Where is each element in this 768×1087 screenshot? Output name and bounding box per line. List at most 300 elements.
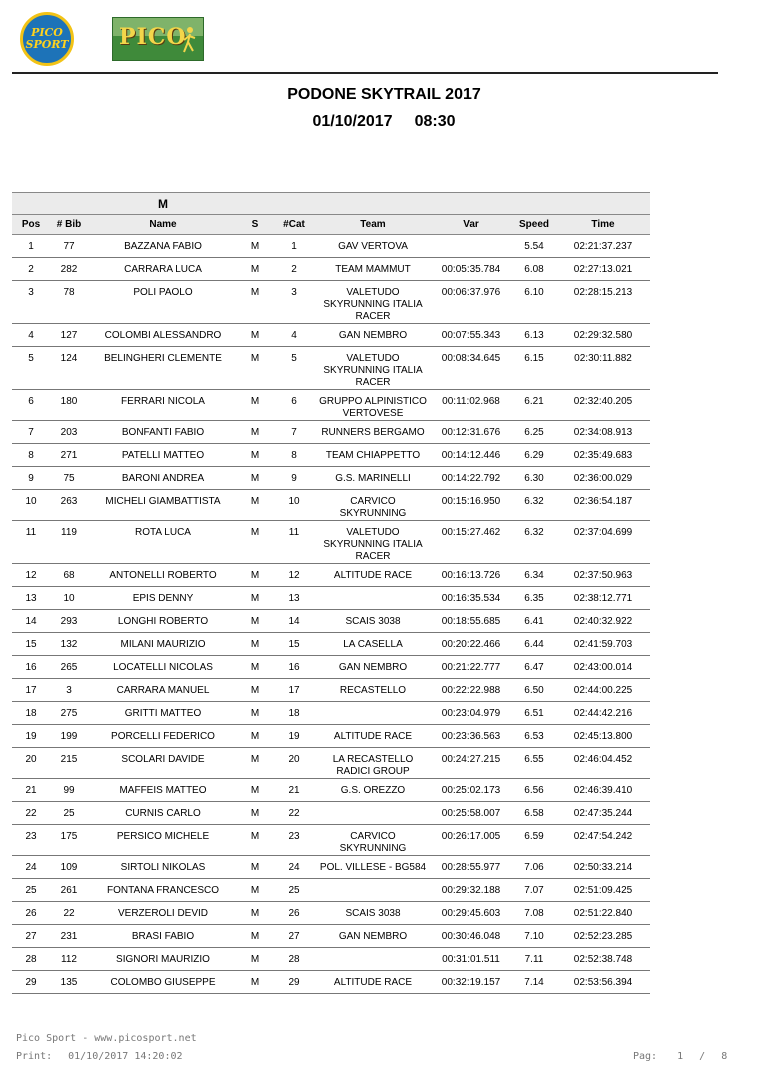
cell-speed: 7.14 <box>512 971 556 994</box>
cell-bib: 175 <box>50 825 88 856</box>
cell-sex: M <box>238 656 272 679</box>
cell-cat: 21 <box>272 779 316 802</box>
cell-time: 02:44:42.216 <box>556 702 650 725</box>
cell-time: 02:35:49.683 <box>556 444 650 467</box>
cell-bib: 78 <box>50 281 88 324</box>
cell-bib: 119 <box>50 521 88 564</box>
table-row <box>12 725 650 748</box>
cell-bib: 275 <box>50 702 88 725</box>
cell-sex: M <box>238 802 272 825</box>
cell-var: 00:25:02.173 <box>430 779 512 802</box>
cell-team: ALTITUDE RACE <box>316 725 430 748</box>
cell-var: 00:08:34.645 <box>430 347 512 390</box>
cell-name: PERSICO MICHELE <box>88 825 238 856</box>
cell-name: EPIS DENNY <box>88 587 238 610</box>
cell-name: FERRARI NICOLA <box>88 390 238 421</box>
cell-cat: 6 <box>272 390 316 421</box>
cell-bib: 127 <box>50 324 88 347</box>
cell-name: CURNIS CARLO <box>88 802 238 825</box>
cell-team: RECASTELLO <box>316 679 430 702</box>
cell-var: 00:30:46.048 <box>430 925 512 948</box>
cell-bib: 199 <box>50 725 88 748</box>
cell-sex: M <box>238 467 272 490</box>
cell-pos: 23 <box>12 825 50 856</box>
cell-cat: 25 <box>272 879 316 902</box>
cell-name: BONFANTI FABIO <box>88 421 238 444</box>
cell-bib: 68 <box>50 564 88 587</box>
cell-cat: 12 <box>272 564 316 587</box>
cell-sex: M <box>238 421 272 444</box>
cell-sex: M <box>238 347 272 390</box>
cell-time: 02:44:00.225 <box>556 679 650 702</box>
cell-var: 00:25:58.007 <box>430 802 512 825</box>
cell-speed: 6.35 <box>512 587 556 610</box>
cell-pos: 2 <box>12 258 50 281</box>
footer-pagination <box>633 1051 735 1062</box>
cell-var: 00:23:04.979 <box>430 702 512 725</box>
cell-var: 00:32:19.157 <box>430 971 512 994</box>
cell-team: LA CASELLA <box>316 633 430 656</box>
cell-speed: 7.11 <box>512 948 556 971</box>
cell-speed: 6.44 <box>512 633 556 656</box>
race-logo-text: PICO <box>119 24 187 50</box>
cell-time: 02:21:37.237 <box>556 235 650 258</box>
cell-cat: 26 <box>272 902 316 925</box>
cell-cat: 7 <box>272 421 316 444</box>
cell-bib: 231 <box>50 925 88 948</box>
table-row <box>12 925 650 948</box>
cell-time: 02:36:00.029 <box>556 467 650 490</box>
cell-speed: 6.34 <box>512 564 556 587</box>
cell-bib: 10 <box>50 587 88 610</box>
cell-sex: M <box>238 610 272 633</box>
cell-pos: 8 <box>12 444 50 467</box>
cell-name: CARRARA LUCA <box>88 258 238 281</box>
col-team-header: Team <box>316 215 430 235</box>
cell-sex: M <box>238 925 272 948</box>
table-row <box>12 748 650 779</box>
event-datetime <box>0 113 768 131</box>
table-row <box>12 702 650 725</box>
cell-sex: M <box>238 679 272 702</box>
page-current: 1 <box>677 1051 684 1062</box>
cell-cat: 22 <box>272 802 316 825</box>
cell-team <box>316 587 430 610</box>
table-row <box>12 444 650 467</box>
cell-team: SCAIS 3038 <box>316 610 430 633</box>
table-row <box>12 633 650 656</box>
cell-bib: 124 <box>50 347 88 390</box>
column-header-row <box>12 215 650 235</box>
cell-name: POLI PAOLO <box>88 281 238 324</box>
cell-pos: 29 <box>12 971 50 994</box>
col-bib-header: # Bib <box>50 215 88 235</box>
cell-cat: 8 <box>272 444 316 467</box>
category-row <box>12 193 650 215</box>
cell-name: SIGNORI MAURIZIO <box>88 948 238 971</box>
cell-team: GAN NEMBRO <box>316 324 430 347</box>
table-row <box>12 324 650 347</box>
table-row <box>12 902 650 925</box>
cell-cat: 24 <box>272 856 316 879</box>
cell-bib: 77 <box>50 235 88 258</box>
cell-time: 02:32:40.205 <box>556 390 650 421</box>
print-label: Print: <box>16 1051 53 1062</box>
cell-name: COLOMBI ALESSANDRO <box>88 324 238 347</box>
cell-sex: M <box>238 879 272 902</box>
cell-bib: 282 <box>50 258 88 281</box>
cell-speed: 6.30 <box>512 467 556 490</box>
cell-speed: 6.41 <box>512 610 556 633</box>
cell-speed: 6.08 <box>512 258 556 281</box>
cell-cat: 28 <box>272 948 316 971</box>
cell-bib: 261 <box>50 879 88 902</box>
cell-var: 00:31:01.511 <box>430 948 512 971</box>
cell-speed: 6.32 <box>512 490 556 521</box>
cell-sex: M <box>238 948 272 971</box>
cell-name: PATELLI MATTEO <box>88 444 238 467</box>
cell-sex: M <box>238 258 272 281</box>
cell-speed: 6.55 <box>512 748 556 779</box>
cell-var: 00:29:32.188 <box>430 879 512 902</box>
header-logos <box>20 10 204 68</box>
cell-bib: 203 <box>50 421 88 444</box>
table-row <box>12 467 650 490</box>
cell-var: 00:07:55.343 <box>430 324 512 347</box>
cell-sex: M <box>238 324 272 347</box>
page-separator: / <box>699 1051 706 1062</box>
cell-name: CARRARA MANUEL <box>88 679 238 702</box>
table-row <box>12 390 650 421</box>
table-row <box>12 656 650 679</box>
table-row <box>12 825 650 856</box>
cell-name: ROTA LUCA <box>88 521 238 564</box>
cell-var: 00:24:27.215 <box>430 748 512 779</box>
cell-var: 00:21:22.777 <box>430 656 512 679</box>
cell-cat: 4 <box>272 324 316 347</box>
col-var-header: Var <box>430 215 512 235</box>
footer-site: Pico Sport - www.picosport.net <box>16 1033 197 1044</box>
table-row <box>12 948 650 971</box>
cell-team: VALETUDO SKYRUNNING ITALIA RACER <box>316 521 430 564</box>
cell-sex: M <box>238 521 272 564</box>
cell-cat: 11 <box>272 521 316 564</box>
table-row <box>12 421 650 444</box>
cell-sex: M <box>238 702 272 725</box>
cell-speed: 6.56 <box>512 779 556 802</box>
cell-team: VALETUDO SKYRUNNING ITALIA RACER <box>316 347 430 390</box>
cell-bib: 22 <box>50 902 88 925</box>
cell-pos: 20 <box>12 748 50 779</box>
pico-logo-line1: PICO <box>31 26 63 39</box>
table-row <box>12 564 650 587</box>
col-sex-header: S <box>238 215 272 235</box>
cell-time: 02:51:22.840 <box>556 902 650 925</box>
cell-var: 00:26:17.005 <box>430 825 512 856</box>
cell-name: FONTANA FRANCESCO <box>88 879 238 902</box>
cell-pos: 7 <box>12 421 50 444</box>
cell-speed: 6.15 <box>512 347 556 390</box>
cell-time: 02:51:09.425 <box>556 879 650 902</box>
cell-pos: 9 <box>12 467 50 490</box>
cell-pos: 21 <box>12 779 50 802</box>
event-date: 01/10/2017 <box>312 113 393 130</box>
cell-bib: 265 <box>50 656 88 679</box>
cell-name: COLOMBO GIUSEPPE <box>88 971 238 994</box>
cell-name: LONGHI ROBERTO <box>88 610 238 633</box>
cell-time: 02:36:54.187 <box>556 490 650 521</box>
cell-pos: 22 <box>12 802 50 825</box>
cell-pos: 28 <box>12 948 50 971</box>
cell-team: GAV VERTOVA <box>316 235 430 258</box>
cell-var: 00:20:22.466 <box>430 633 512 656</box>
cell-var: 00:16:35.534 <box>430 587 512 610</box>
cell-name: BAZZANA FABIO <box>88 235 238 258</box>
cell-pos: 1 <box>12 235 50 258</box>
cell-cat: 15 <box>272 633 316 656</box>
cell-cat: 13 <box>272 587 316 610</box>
cell-pos: 18 <box>12 702 50 725</box>
print-date: 01/10/2017 14:20:02 <box>68 1051 183 1062</box>
cell-cat: 9 <box>272 467 316 490</box>
cell-time: 02:34:08.913 <box>556 421 650 444</box>
cell-var: 00:18:55.685 <box>430 610 512 633</box>
cell-sex: M <box>238 856 272 879</box>
cell-team <box>316 948 430 971</box>
cell-pos: 5 <box>12 347 50 390</box>
cell-pos: 4 <box>12 324 50 347</box>
cell-cat: 10 <box>272 490 316 521</box>
cell-name: ANTONELLI ROBERTO <box>88 564 238 587</box>
cell-cat: 19 <box>272 725 316 748</box>
cell-team <box>316 879 430 902</box>
cell-cat: 1 <box>272 235 316 258</box>
cell-cat: 3 <box>272 281 316 324</box>
cell-sex: M <box>238 444 272 467</box>
cell-pos: 11 <box>12 521 50 564</box>
cell-team: G.S. OREZZO <box>316 779 430 802</box>
cell-speed: 6.13 <box>512 324 556 347</box>
results-body <box>12 235 650 994</box>
cell-team: GAN NEMBRO <box>316 656 430 679</box>
cell-cat: 23 <box>272 825 316 856</box>
cell-sex: M <box>238 633 272 656</box>
cell-pos: 16 <box>12 656 50 679</box>
cell-sex: M <box>238 779 272 802</box>
cell-name: BARONI ANDREA <box>88 467 238 490</box>
cell-var: 00:12:31.676 <box>430 421 512 444</box>
cell-pos: 13 <box>12 587 50 610</box>
page-label: Pag: <box>633 1051 658 1062</box>
cell-var: 00:11:02.968 <box>430 390 512 421</box>
table-row <box>12 235 650 258</box>
col-speed-header: Speed <box>512 215 556 235</box>
table-row <box>12 521 650 564</box>
cell-sex: M <box>238 235 272 258</box>
cell-time: 02:52:23.285 <box>556 925 650 948</box>
cell-sex: M <box>238 587 272 610</box>
cell-var: 00:29:45.603 <box>430 902 512 925</box>
cell-time: 02:37:50.963 <box>556 564 650 587</box>
cell-pos: 17 <box>12 679 50 702</box>
cell-var: 00:15:27.462 <box>430 521 512 564</box>
cell-name: VERZEROLI DEVID <box>88 902 238 925</box>
cell-time: 02:52:38.748 <box>556 948 650 971</box>
cell-team: VALETUDO SKYRUNNING ITALIA RACER <box>316 281 430 324</box>
cell-sex: M <box>238 971 272 994</box>
cell-sex: M <box>238 281 272 324</box>
cell-bib: 263 <box>50 490 88 521</box>
cell-speed: 7.08 <box>512 902 556 925</box>
cell-team: ALTITUDE RACE <box>316 971 430 994</box>
cell-cat: 18 <box>272 702 316 725</box>
cell-bib: 135 <box>50 971 88 994</box>
table-row <box>12 610 650 633</box>
cell-bib: 25 <box>50 802 88 825</box>
cell-name: MICHELI GIAMBATTISTA <box>88 490 238 521</box>
cell-speed: 6.29 <box>512 444 556 467</box>
cell-sex: M <box>238 825 272 856</box>
cell-sex: M <box>238 725 272 748</box>
cell-sex: M <box>238 564 272 587</box>
race-logo <box>112 17 204 61</box>
cell-name: MAFFEIS MATTEO <box>88 779 238 802</box>
cell-bib: 132 <box>50 633 88 656</box>
table-row <box>12 347 650 390</box>
cell-team: GRUPPO ALPINISTICO VERTOVESE <box>316 390 430 421</box>
cell-speed: 6.10 <box>512 281 556 324</box>
cell-team: TEAM CHIAPPETTO <box>316 444 430 467</box>
cell-cat: 5 <box>272 347 316 390</box>
runner-icon <box>181 26 197 54</box>
cell-bib: 3 <box>50 679 88 702</box>
cell-bib: 215 <box>50 748 88 779</box>
cell-time: 02:53:56.394 <box>556 971 650 994</box>
cell-speed: 6.59 <box>512 825 556 856</box>
cell-sex: M <box>238 748 272 779</box>
cell-cat: 2 <box>272 258 316 281</box>
table-row <box>12 281 650 324</box>
cell-speed: 6.51 <box>512 702 556 725</box>
col-name-header: Name <box>88 215 238 235</box>
cell-team <box>316 802 430 825</box>
cell-team: SCAIS 3038 <box>316 902 430 925</box>
cell-team: GAN NEMBRO <box>316 925 430 948</box>
cell-pos: 27 <box>12 925 50 948</box>
cell-pos: 12 <box>12 564 50 587</box>
col-cat-header: #Cat <box>272 215 316 235</box>
table-row <box>12 490 650 521</box>
cell-speed: 7.10 <box>512 925 556 948</box>
cell-var <box>430 235 512 258</box>
cell-pos: 3 <box>12 281 50 324</box>
cell-speed: 7.06 <box>512 856 556 879</box>
event-title: PODONE SKYTRAIL 2017 <box>287 86 481 103</box>
cell-time: 02:38:12.771 <box>556 587 650 610</box>
table-row <box>12 679 650 702</box>
table-row <box>12 587 650 610</box>
cell-sex: M <box>238 390 272 421</box>
cell-pos: 14 <box>12 610 50 633</box>
cell-name: SIRTOLI NIKOLAS <box>88 856 238 879</box>
cell-var: 00:06:37.976 <box>430 281 512 324</box>
cell-speed: 7.07 <box>512 879 556 902</box>
table-row <box>12 802 650 825</box>
cell-time: 02:47:54.242 <box>556 825 650 856</box>
table-row <box>12 779 650 802</box>
cell-cat: 20 <box>272 748 316 779</box>
cell-team: RUNNERS BERGAMO <box>316 421 430 444</box>
cell-pos: 25 <box>12 879 50 902</box>
cell-time: 02:29:32.580 <box>556 324 650 347</box>
cell-speed: 6.21 <box>512 390 556 421</box>
cell-speed: 6.25 <box>512 421 556 444</box>
cell-team <box>316 702 430 725</box>
cell-cat: 29 <box>272 971 316 994</box>
cell-time: 02:46:04.452 <box>556 748 650 779</box>
cell-cat: 17 <box>272 679 316 702</box>
cell-name: BRASI FABIO <box>88 925 238 948</box>
pico-logo-line2: SPORT <box>25 38 69 51</box>
cell-time: 02:28:15.213 <box>556 281 650 324</box>
table-row <box>12 879 650 902</box>
cell-time: 02:41:59.703 <box>556 633 650 656</box>
page-total: 8 <box>721 1051 728 1062</box>
cell-time: 02:46:39.410 <box>556 779 650 802</box>
pico-sport-logo <box>20 12 74 66</box>
col-pos-header: Pos <box>12 215 50 235</box>
cell-time: 02:50:33.214 <box>556 856 650 879</box>
cell-speed: 6.32 <box>512 521 556 564</box>
cell-var: 00:28:55.977 <box>430 856 512 879</box>
cell-var: 00:05:35.784 <box>430 258 512 281</box>
cell-var: 00:14:22.792 <box>430 467 512 490</box>
cell-bib: 75 <box>50 467 88 490</box>
cell-time: 02:30:11.882 <box>556 347 650 390</box>
cell-time: 02:37:04.699 <box>556 521 650 564</box>
cell-name: GRITTI MATTEO <box>88 702 238 725</box>
cell-var: 00:14:12.446 <box>430 444 512 467</box>
cell-cat: 27 <box>272 925 316 948</box>
cell-bib: 271 <box>50 444 88 467</box>
cell-speed: 6.53 <box>512 725 556 748</box>
cell-pos: 6 <box>12 390 50 421</box>
cell-pos: 10 <box>12 490 50 521</box>
cell-name: BELINGHERI CLEMENTE <box>88 347 238 390</box>
cell-name: LOCATELLI NICOLAS <box>88 656 238 679</box>
cell-bib: 109 <box>50 856 88 879</box>
cell-team: CARVICO SKYRUNNING <box>316 490 430 521</box>
col-time-header: Time <box>556 215 650 235</box>
cell-pos: 15 <box>12 633 50 656</box>
cell-time: 02:43:00.014 <box>556 656 650 679</box>
cell-var: 00:15:16.950 <box>430 490 512 521</box>
category-label: M <box>12 193 650 215</box>
cell-bib: 180 <box>50 390 88 421</box>
cell-speed: 6.47 <box>512 656 556 679</box>
table-row <box>12 856 650 879</box>
cell-sex: M <box>238 902 272 925</box>
cell-bib: 99 <box>50 779 88 802</box>
cell-var: 00:16:13.726 <box>430 564 512 587</box>
cell-time: 02:40:32.922 <box>556 610 650 633</box>
cell-speed: 6.50 <box>512 679 556 702</box>
table-row <box>12 258 650 281</box>
cell-bib: 112 <box>50 948 88 971</box>
cell-speed: 6.58 <box>512 802 556 825</box>
cell-name: PORCELLI FEDERICO <box>88 725 238 748</box>
cell-var: 00:22:22.988 <box>430 679 512 702</box>
